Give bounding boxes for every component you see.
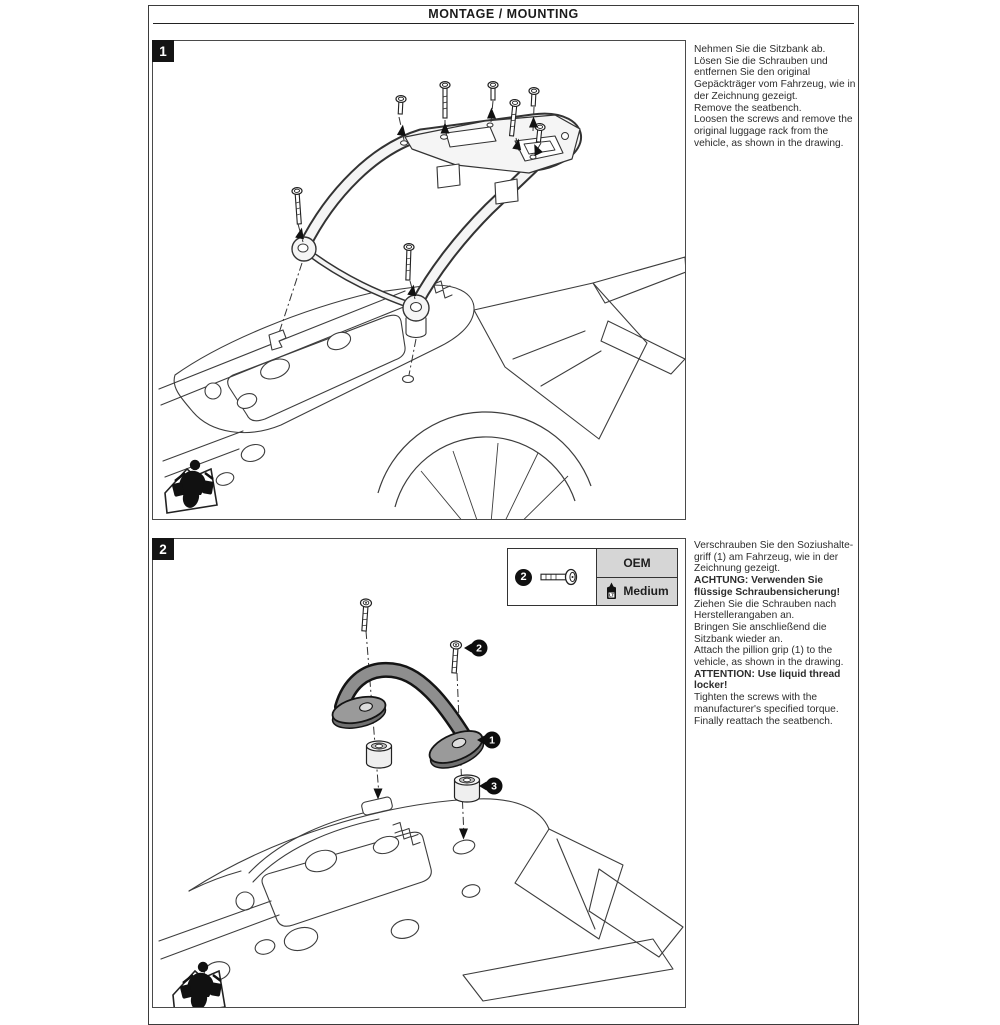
bottle-lt-label: LT <box>609 592 615 598</box>
step1-badge: 1 <box>152 40 174 62</box>
step2-de-paragraph: Verschrauben Sie den Soziushalte-griff (1) am Fahrzeug, wie in der Zeichnung gezeigt. <box>694 540 854 575</box>
screw-icon <box>488 82 498 100</box>
step2-en-warning: ATTENTION: Use liquid thread locker! <box>694 668 841 692</box>
oem-cell <box>597 549 677 577</box>
step2-en-paragraph: Finally reattach the seatbench. <box>694 715 833 727</box>
rear-wheel-art <box>378 412 591 520</box>
screw-icon <box>395 95 406 114</box>
step1-de-paragraph: Lösen Sie die Schrauben und entfernen Sie den original Gepäckträger vom Fahrzeug, wie in der Zeichnung gezeigt. <box>694 55 856 102</box>
callout-screw-number: 2 <box>476 642 482 655</box>
step1-drawing-frame <box>152 40 686 520</box>
callout-spacer-number: 3 <box>491 780 497 793</box>
step2-technical-drawing <box>153 539 686 1007</box>
rear-fender-art <box>159 796 683 1001</box>
page-title: MONTAGE / MOUNTING <box>428 7 579 21</box>
parts-table-part-cell <box>508 549 596 605</box>
step2-drawing-frame <box>152 538 686 1008</box>
step2-de-warning: ACHTUNG: Verwenden Sie flüssige Schraubensicherung! <box>694 575 841 598</box>
step1-en-paragraph: Remove the seatbench. <box>694 102 802 114</box>
callout-grip-number: 1 <box>489 734 495 747</box>
step2-en-paragraph: Tighten the screws with the manufacturer's specified torque. <box>694 692 839 715</box>
screw-icon <box>538 568 584 586</box>
step2-de-paragraph: Ziehen Sie die Schrauben nach Herstellerangaben an. <box>694 598 837 622</box>
screw-icon <box>528 87 539 106</box>
step1-en-paragraph: Loosen the screws and remove the original luggage rack from the vehicle, as shown in the drawing. <box>694 114 853 149</box>
step2-badge: 2 <box>152 538 174 560</box>
spacer-bushing-icon <box>455 775 480 802</box>
spacer-bushing-icon <box>367 741 392 768</box>
screw-icon <box>449 641 462 674</box>
parts-table-spec-column <box>596 549 677 605</box>
step2-en-paragraph: Attach the pillion grip (1) to the vehicle, as shown in the drawing. <box>694 645 844 669</box>
step2-de-paragraph: Bringen Sie anschließend die Sitzbank wieder an. <box>694 621 827 645</box>
pillion-grip-art <box>330 670 488 775</box>
oem-label: OEM <box>623 555 651 570</box>
screw-icon <box>440 82 450 118</box>
callout-spacer <box>479 778 503 795</box>
threadlocker-cell <box>597 577 677 606</box>
part-number-badge: 2 <box>515 569 532 586</box>
torque-label: Medium <box>623 584 669 599</box>
screw-icon <box>359 599 372 632</box>
thread-locker-bottle-icon <box>605 582 618 600</box>
step1-instructions <box>694 44 858 149</box>
motorcycle-rider-icon <box>165 460 217 513</box>
step2-instructions <box>694 540 858 727</box>
parts-table <box>507 548 678 606</box>
screw-icon <box>403 243 414 280</box>
step1-de-paragraph: Nehmen Sie die Sitzbank ab. <box>694 44 826 55</box>
step1-technical-drawing <box>153 41 686 520</box>
motorcycle-rider-icon <box>173 962 225 1007</box>
callout-screw <box>464 640 488 657</box>
screw-icon <box>292 187 305 224</box>
title-divider <box>153 23 854 24</box>
